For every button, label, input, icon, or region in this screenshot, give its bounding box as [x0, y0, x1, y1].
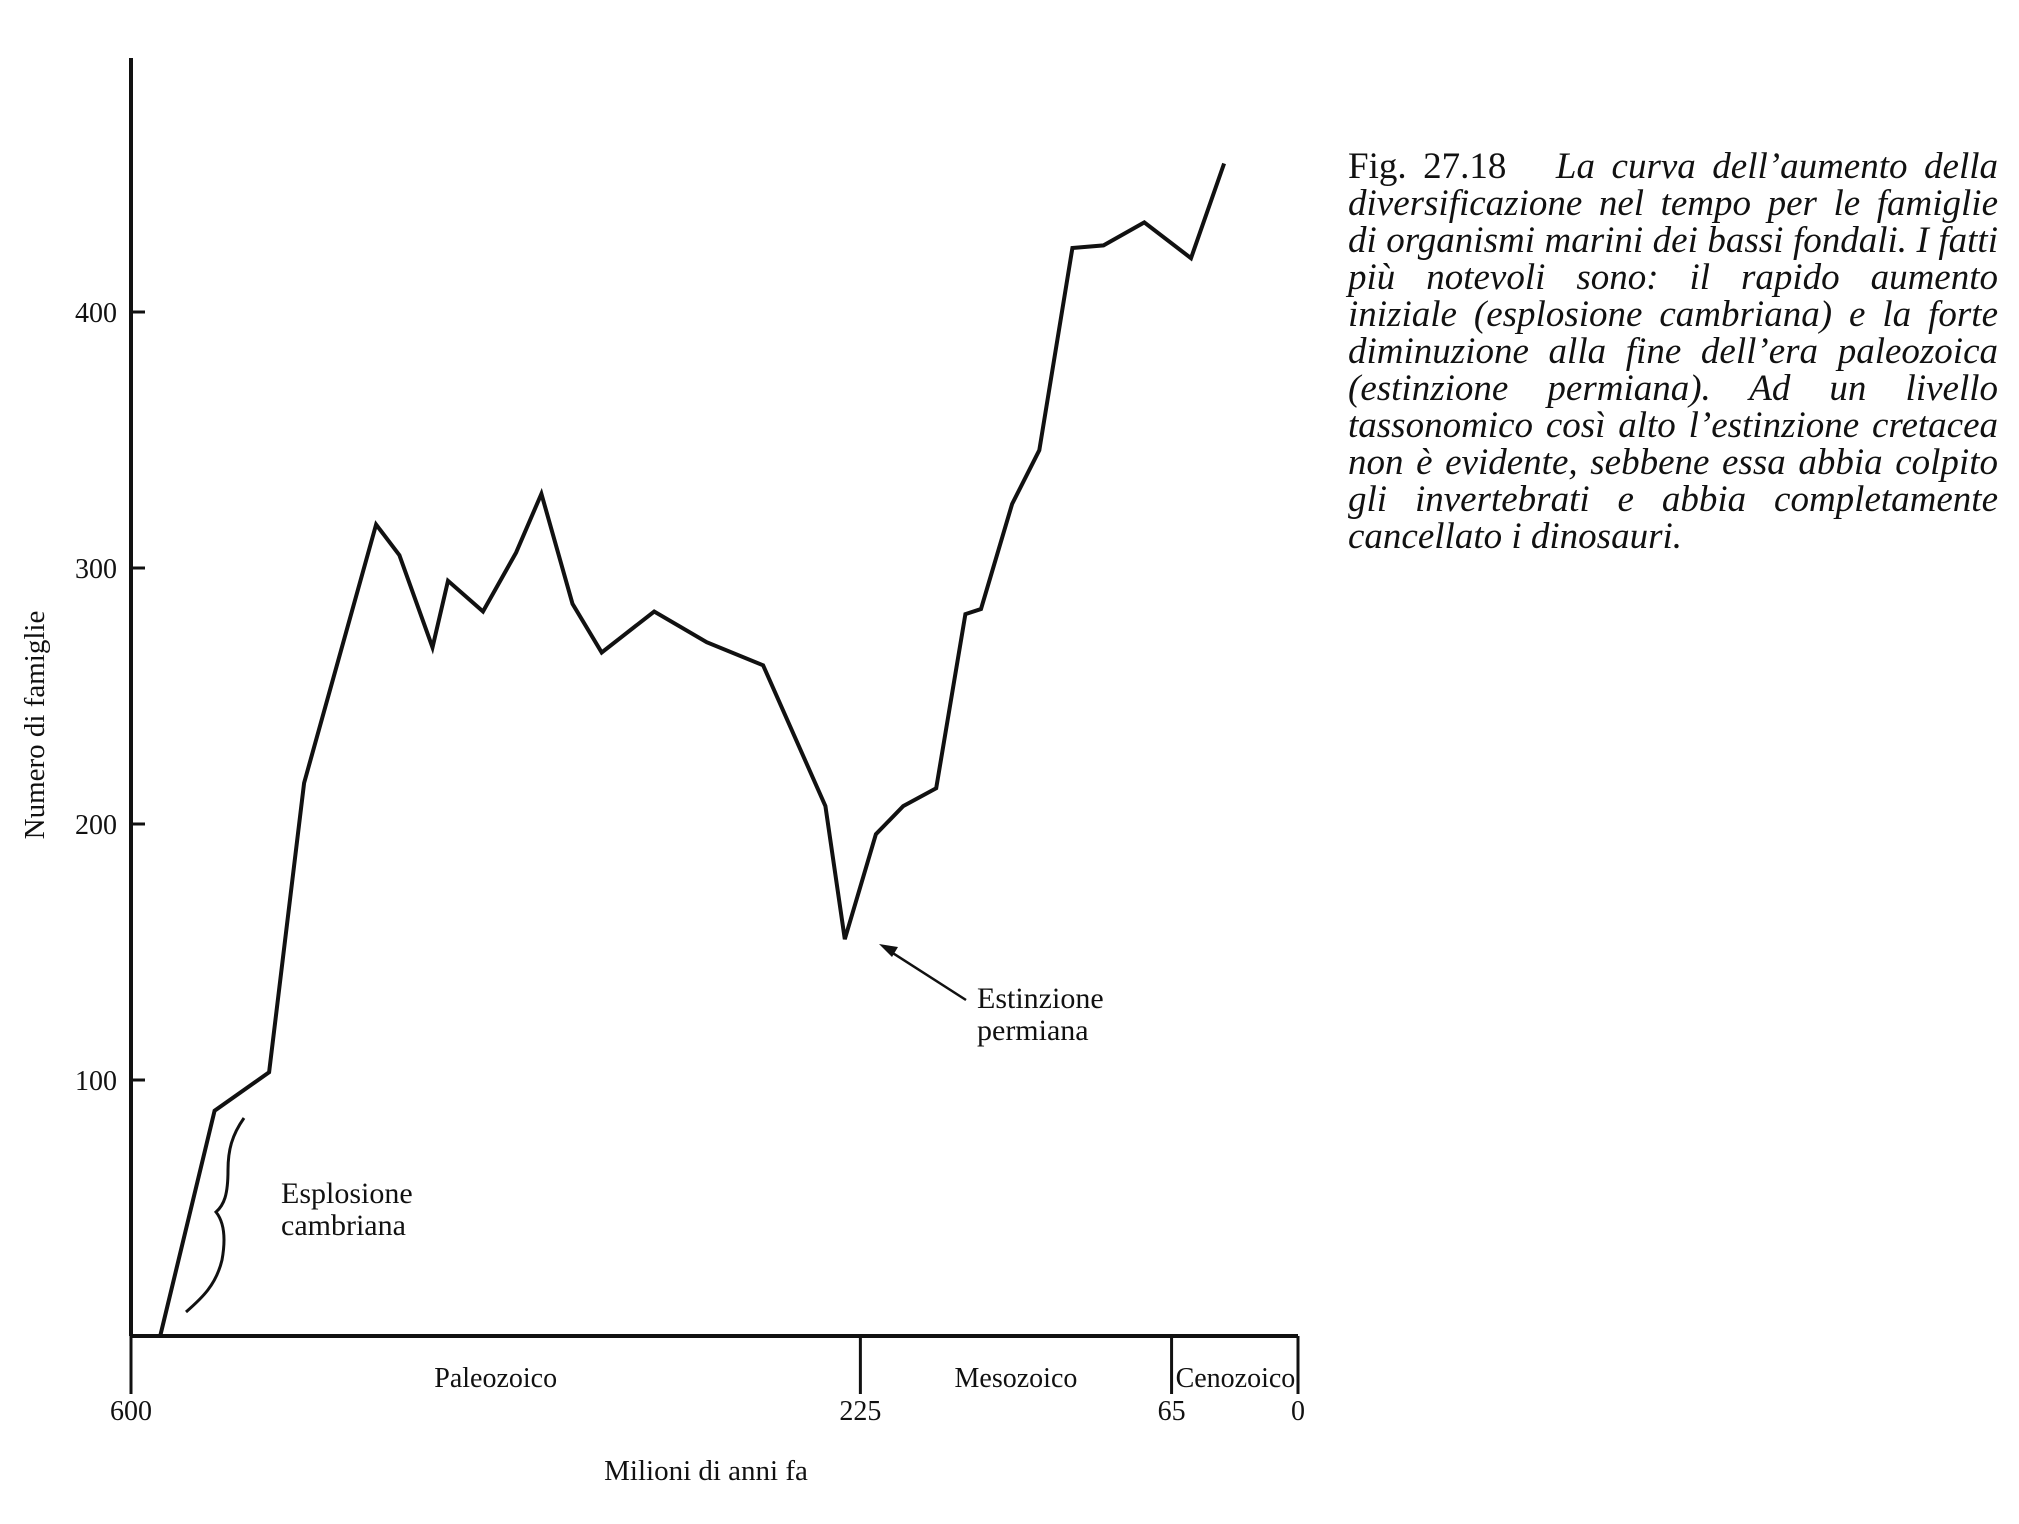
x-axis-title: Milioni di anni fa — [604, 1455, 808, 1487]
y-tick-label: 400 — [75, 298, 117, 329]
annotation-cambrian-line-2: cambriana — [281, 1209, 406, 1242]
annotation-cambrian-explosion — [186, 1118, 413, 1312]
x-tick-label: 225 — [839, 1396, 882, 1427]
figure-caption — [1348, 148, 1998, 555]
y-tick-label: 200 — [75, 810, 117, 841]
era-label: Paleozoico — [434, 1363, 558, 1394]
series-line — [160, 164, 1224, 1337]
x-tick-label: 65 — [1157, 1396, 1186, 1427]
annotation-cambrian-line-1: Esplosione — [281, 1177, 413, 1210]
arrow-line — [888, 950, 966, 1000]
x-tick-label: 0 — [1291, 1396, 1305, 1427]
annotation-permian-line-2: permiana — [977, 1014, 1089, 1047]
tick-labels — [75, 298, 1305, 1427]
era-bands — [434, 1363, 1295, 1394]
y-tick-label: 300 — [75, 554, 117, 585]
brace-icon — [186, 1118, 244, 1312]
y-axis-title: Numero di famiglie — [19, 610, 51, 840]
caption-text: La curva dell’aumento della diversificazione nel tempo per le famiglie di organismi marini dei bassi fondali. I fatti più notevoli sono: il rapido aumento iniziale (esplosione cambriana) e la forte diminuzione alla fine dell’era paleozoica (estinzione permiana). Ad un livello tassonomico così alto l’estinzione cretacea non è evidente, sebbene essa abbia colpito gli invertebrati e abbia completamente cancellato i dinosauri. — [1348, 146, 1998, 557]
era-label: Mesozoico — [954, 1363, 1078, 1394]
annotation-permian-line-1: Estinzione — [977, 982, 1104, 1015]
y-tick-label: 100 — [75, 1066, 117, 1097]
x-tick-label: 600 — [110, 1396, 152, 1427]
caption-number: Fig. 27.18 — [1348, 146, 1507, 187]
era-label: Cenozoico — [1175, 1363, 1296, 1394]
annotation-permian-extinction — [879, 944, 1104, 1047]
